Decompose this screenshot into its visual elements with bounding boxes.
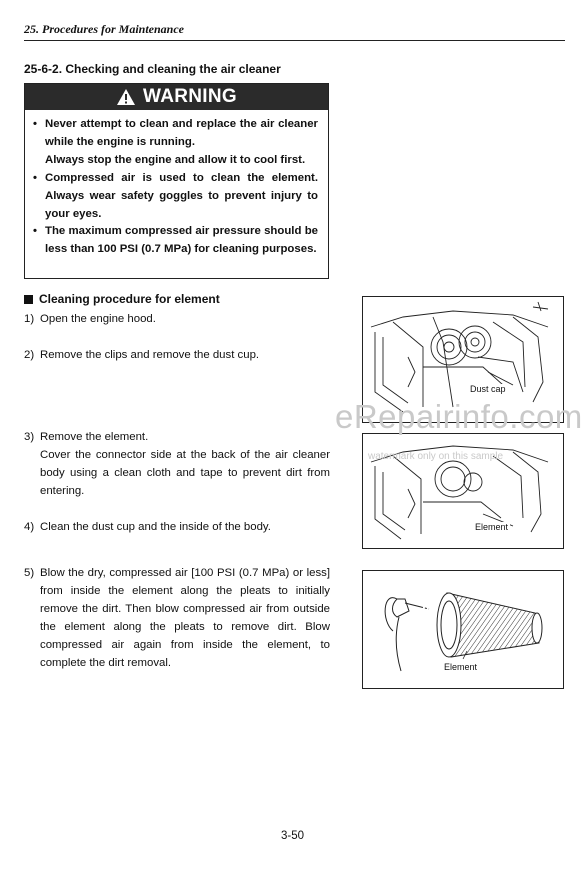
warning-header [25, 84, 328, 110]
watermark: eRepairinfo.com [335, 398, 583, 435]
warning-list [25, 110, 328, 259]
procedure-title-text: Cleaning procedure for element [39, 292, 220, 306]
warning-item-extra: Always stop the engine and allow it to cool first. [45, 153, 306, 166]
procedure-step [24, 310, 330, 328]
subsection-title: 25-6-2. Checking and cleaning the air cleaner [24, 62, 281, 76]
figure-label: Element [444, 662, 478, 672]
step-number: 2) [24, 349, 35, 361]
warning-item-text: The maximum compressed air pressure should be less than 100 PSI (0.7 MPa) for cleaning purposes. [45, 225, 318, 256]
step-number: 3) [24, 431, 35, 443]
section-header: 25. Procedures for Maintenance [24, 22, 565, 41]
figure-label: Dust cap [470, 384, 506, 394]
page-number: 3-50 [280, 830, 305, 842]
figure-label: Element [475, 522, 509, 532]
procedure-step [24, 518, 330, 536]
square-bullet-icon [24, 295, 33, 304]
warning-item-text: Never attempt to clean and replace the air cleaner while the engine is running. [45, 118, 318, 148]
step-text [40, 428, 330, 500]
watermark-sub: watermark only on this sample [368, 451, 504, 462]
step-text-extra: Cover the connector side at the back of the air cleaner body using a clean cloth and tape to prevent dirt from entering. [40, 449, 330, 497]
procedure-title [24, 292, 220, 306]
step-number: 1) [24, 313, 35, 325]
step-text-main: Remove the element. [40, 431, 149, 443]
warning-item-text: Compressed air is used to clean the element. Always wear safety goggles to prevent injury to your eyes. [45, 171, 318, 220]
warning-triangle-icon [116, 88, 136, 106]
step-number: 4) [24, 521, 35, 533]
warning-box [24, 83, 329, 279]
procedure-step [24, 428, 330, 500]
step-text: Remove the clips and remove the dust cup. [40, 349, 260, 361]
warning-item [33, 223, 318, 259]
procedure-step [24, 564, 330, 672]
step-text: Clean the dust cup and the inside of the body. [40, 521, 271, 533]
step-number: 5) [24, 567, 35, 579]
procedure-step [24, 346, 330, 364]
warning-item [33, 170, 318, 224]
figure-air-gun-element [362, 570, 564, 689]
step-text: Open the engine hood. [40, 313, 156, 325]
warning-label: WARNING [143, 86, 237, 107]
step-text: Blow the dry, compressed air [100 PSI (0.7 MPa) or less] from inside the element along the pleats to initially remove the dirt. Then blow compressed air from outside the element along the pleats to remove dirt. Blow compressed air again from inside the element, to complete the dirt removal. [40, 567, 330, 669]
warning-item [33, 116, 318, 170]
